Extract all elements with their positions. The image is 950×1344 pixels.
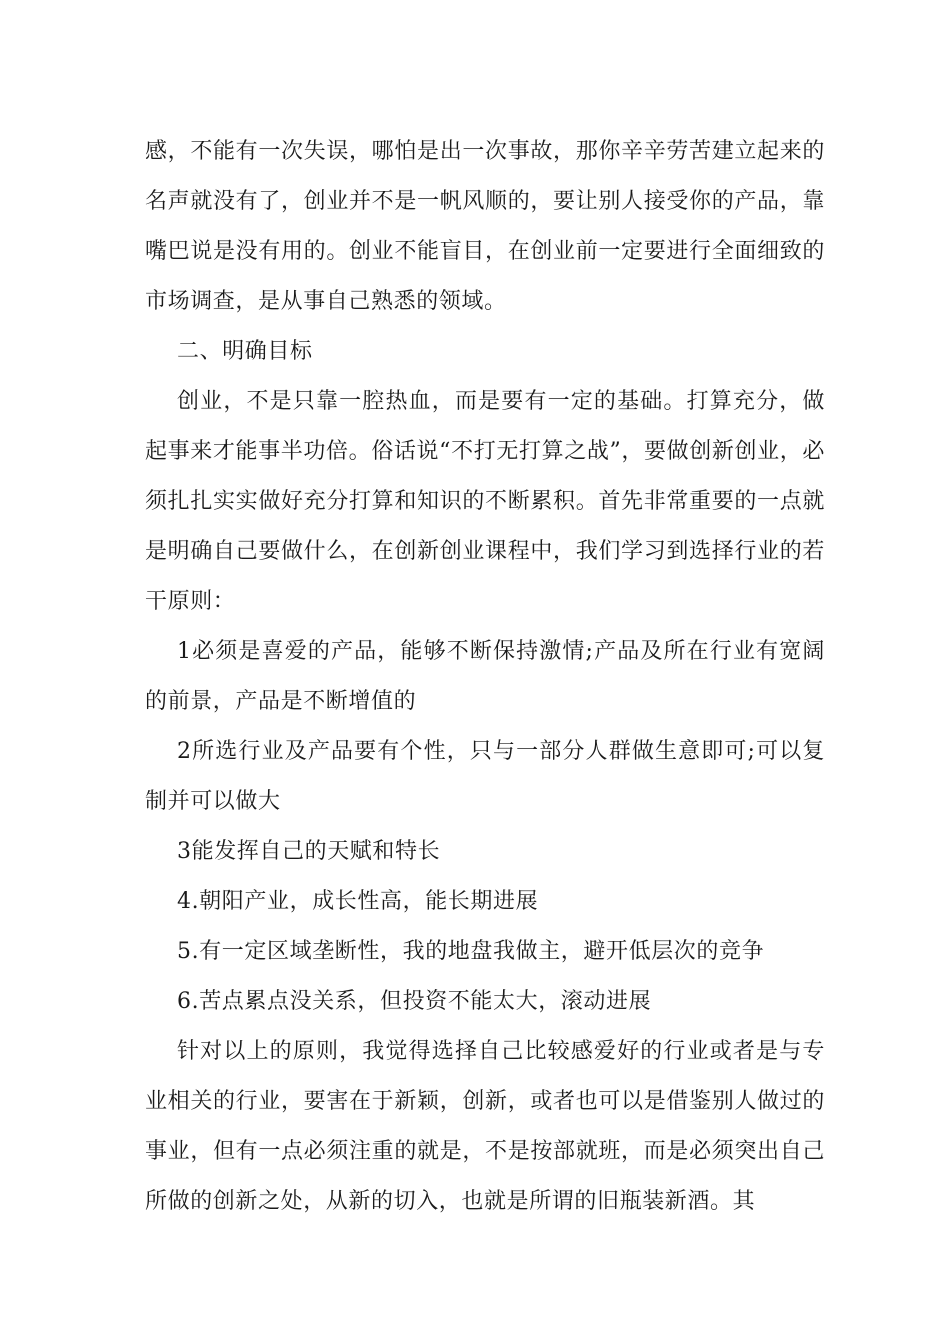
principle-item-6: 6.苦点累点没关系，但投资不能太大，滚动进展 [177,989,652,1014]
principle-item-4: 4.朝阳产业，成长性高，能长期进展 [177,889,539,914]
principle-item-2: 2所选行业及产品要有个性，只与一部分人群做生意即可;可以复制并可以做大 [145,739,825,814]
document-body [145,127,825,1227]
principle-item-1: 1必须是喜爱的产品，能够不断保持激情;产品及所在行业有宽阔的前景，产品是不断增值的 [145,639,825,714]
paragraph-continuation: 感，不能有一次失误，哪怕是出一次事故，那你辛辛劳苦建立起来的名声就没有了，创业并不是一帆风顺的，要让别人接受你的产品，靠嘴巴说是没有用的。创业不能盲目，在创业前一定要进行全面细致的市场调查，是从事自己熟悉的领域。 [145,139,825,314]
paragraph-entrepreneurship-basis: 创业，不是只靠一腔热血，而是要有一定的基础。打算充分，做起事来才能事半功倍。俗话说“不打无打算之战”，要做创新创业，必须扎扎实实做好充分打算和知识的不断累积。首先非常重要的一点就是明确自己要做什么，在创新创业课程中，我们学习到选择行业的若干原则： [145,389,825,614]
paragraph-conclusion: 针对以上的原则，我觉得选择自己比较感爱好的行业或者是与专业相关的行业，要害在于新颖，创新，或者也可以是借鉴别人做过的事业，但有一点必须注重的就是，不是按部就班，而是必须突出自己所做的创新之处，从新的切入，也就是所谓的旧瓶装新酒。其 [145,1039,825,1214]
section-heading-clear-goals: 二、明确目标 [177,339,313,364]
principle-item-3: 3能发挥自己的天赋和特长 [177,839,441,864]
principle-item-5: 5.有一定区域垄断性，我的地盘我做主，避开低层次的竞争 [177,939,765,964]
